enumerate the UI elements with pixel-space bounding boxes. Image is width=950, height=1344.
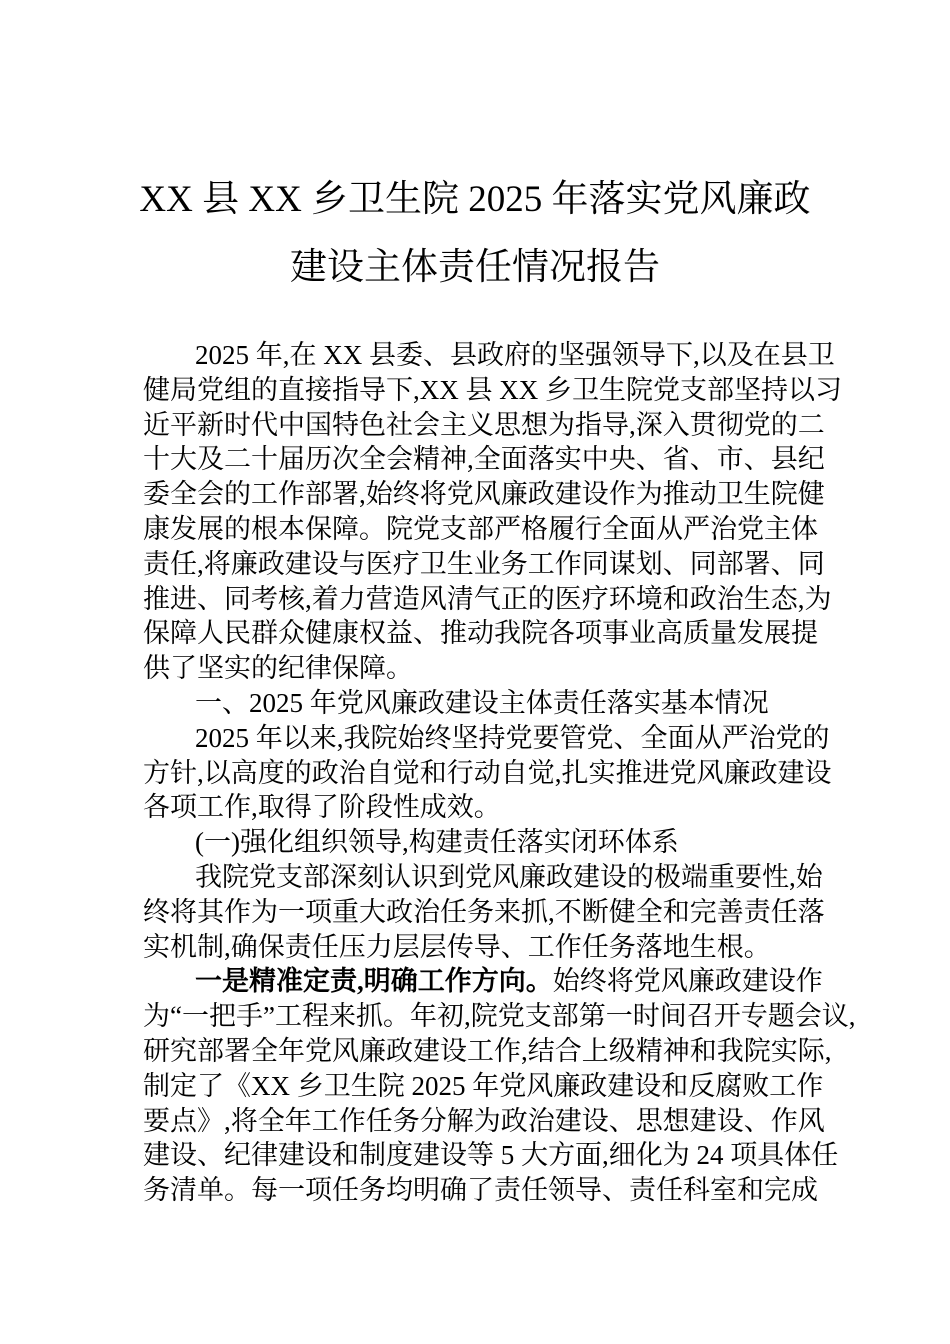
text-line: 责任,将廉政建设与医疗卫生业务工作同谋划、同部署、同 [143,548,825,579]
text-line: 为“一把手”工程来抓。年初,院党支部第一时间召开专题会议, [143,1001,856,1032]
text-line: 2025 年以来,我院始终坚持党要管党、全面从严治党的 [195,722,830,753]
text-line: 保障人民群众健康权益、推动我院各项事业高质量发展提 [143,618,818,649]
text-line: 要点》,将全年工作任务分解为政治建设、思想建设、作风 [143,1105,825,1136]
text-line: 终将其作为一项重大政治任务来抓,不断健全和完善责任落 [143,896,825,927]
subsection-heading-1: (一)强化组织领导,构建责任落实闭环体系 [195,827,679,858]
text-line: 建设、纪律建设和制度建设等 5 大方面,细化为 24 项具体任 [143,1140,839,1171]
text-line: 十大及二十届历次全会精神,全面落实中央、省、市、县纪 [143,444,825,475]
document-title [0,166,950,302]
text-line: 方针,以高度的政治自觉和行动自觉,扎实推进党风廉政建设 [143,757,832,788]
section-heading-1: 一、2025 年党风廉政建设主体责任落实基本情况 [195,687,769,718]
text-line: 研究部署全年党风廉政建设工作,结合上级精神和我院实际, [143,1035,832,1066]
text-line: 供了坚实的纪律保障。 [143,653,413,684]
lead-rest: 始终将党风廉政建设作 [552,966,823,997]
text-line: 实机制,确保责任压力层层传导、工作任务落地生根。 [143,931,771,962]
text-line: 近平新时代中国特色社会主义思想为指导,深入贯彻党的二 [143,409,825,440]
text-line: 康发展的根本保障。院党支部严格履行全面从严治党主体 [143,513,818,544]
text-line: 健局党组的直接指导下,XX 县 XX 乡卫生院党支部坚持以习 [143,374,842,405]
paragraph-responsibility [143,964,856,1208]
title-line-2: 建设主体责任情况报告 [290,247,660,288]
text-line: 我院党支部深刻认识到党风廉政建设的极端重要性,始 [195,861,823,892]
text-line: 制定了《XX 乡卫生院 2025 年党风廉政建设和反腐败工作 [143,1070,824,1101]
document-body [143,338,856,1208]
text-line: 2025 年,在 XX 县委、县政府的坚强领导下,以及在县卫 [195,340,835,370]
text-line: 推进、同考核,着力营造风清气正的医疗环境和政治生态,为 [143,583,832,614]
text-line: 委全会的工作部署,始终将党风廉政建设作为推动卫生院健 [143,479,825,510]
bold-lead: 一是精准定责,明确工作方向。 [195,966,553,997]
paragraph-leadership [143,860,825,964]
text-line: 各项工作,取得了阶段性成效。 [143,792,501,823]
paragraph-overview [143,721,832,825]
text-line [143,964,823,999]
paragraph-intro [143,338,842,686]
title-line-1: XX 县 XX 乡卫生院 2025 年落实党风廉政 [139,179,811,220]
text-line: 务清单。每一项任务均明确了责任领导、责任科室和完成 [143,1175,818,1206]
